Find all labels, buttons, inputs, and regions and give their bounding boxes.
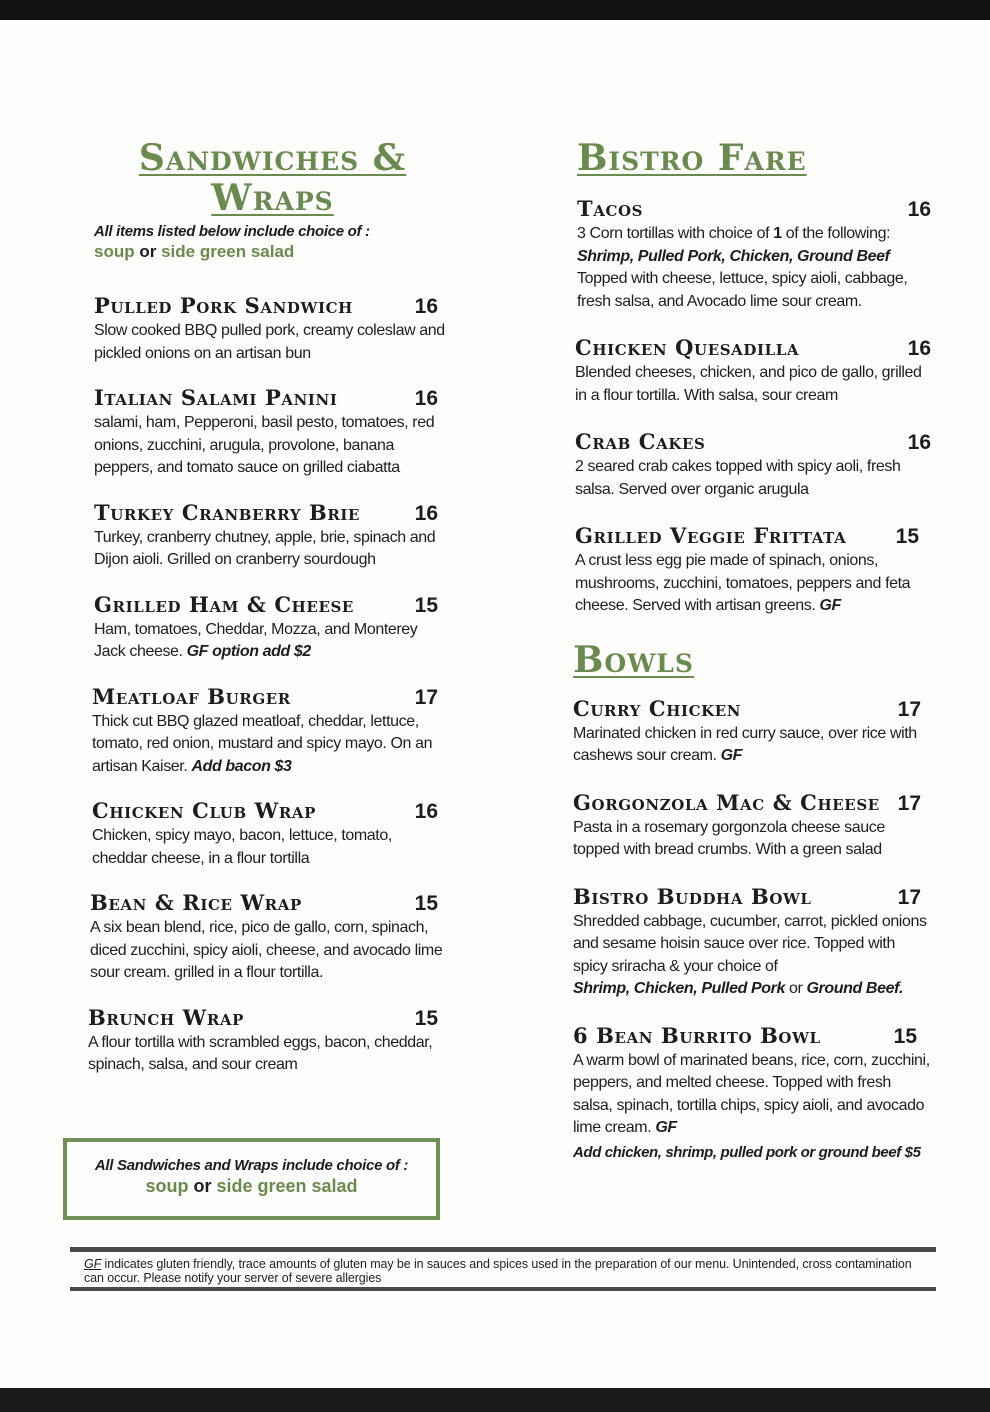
item-price: 17 — [897, 885, 921, 909]
menu-item — [88, 890, 448, 985]
footer-rule-bottom — [70, 1287, 936, 1291]
item-description: Turkey, cranberry chutney, apple, brie, spinach and Dijon aioli. Grilled on cranberry sourdough — [94, 528, 436, 568]
item-price: 16 — [414, 295, 438, 318]
item-price: 16 — [414, 501, 438, 525]
bistro-column — [571, 137, 931, 1164]
menu-item — [571, 1023, 931, 1165]
sandwiches-column — [88, 137, 448, 1077]
menu-item — [88, 500, 448, 572]
choice-note: All items listed below include choice of : — [94, 223, 370, 240]
menu-item — [571, 429, 931, 501]
item-name: Curry Chicken — [573, 695, 742, 721]
bottom-border — [0, 1388, 990, 1412]
menu-item — [571, 696, 931, 768]
item-description: A flour tortilla with scrambled eggs, bacon, cheddar, spinach, salsa, and sour cream — [88, 1033, 433, 1073]
choice-options: soup or side green salad — [94, 242, 295, 261]
item-name: Italian Salami Panini — [94, 385, 338, 410]
item-extra: Add bacon $3 — [191, 757, 292, 775]
item-price: 16 — [907, 198, 931, 221]
item-description: 3 Corn tortillas with choice of 1 of the following: Shrimp, Pulled Pork, Chicken, Ground Beef Topped with cheese, lettuce, spicy aioli, cabbage, fresh salsa, and Avocado lime sour cream. — [577, 225, 908, 310]
item-price: 16 — [907, 337, 931, 360]
choice-info-box — [63, 1138, 440, 1220]
item-name: Grilled Veggie Frittata — [575, 523, 847, 548]
item-extra: GF — [819, 597, 841, 614]
item-price: 15 — [893, 1024, 917, 1048]
menu-item — [571, 335, 931, 407]
sandwiches-title: Sandwiches & Wraps — [138, 137, 407, 219]
menu-item — [571, 196, 931, 313]
item-name: Meatloaf Burger — [92, 683, 291, 709]
bowls-title: Bowls — [573, 638, 694, 681]
menu-item — [571, 523, 931, 618]
menu-item — [88, 1005, 448, 1077]
item-name: Gorgonzola Mac & Cheese — [573, 789, 880, 815]
menu-item — [88, 798, 448, 870]
allergy-disclaimer: GF indicates gluten friendly, trace amounts of gluten may be in sauces and spices used in the preparation of our menu. Unintended, cross contamination can occur. Please notify your server of severe allergies — [84, 1257, 912, 1285]
item-price: 15 — [414, 593, 438, 617]
item-description: Ham, tomatoes, Cheddar, Mozza, and Monterey Jack cheese. GF option add $2 — [94, 620, 418, 660]
menu-item — [88, 385, 448, 480]
addon-note: Add chicken, shrimp, pulled pork or ground beef $5 — [573, 1143, 921, 1161]
item-price: 16 — [907, 431, 931, 454]
top-border — [0, 0, 990, 20]
menu-item — [571, 790, 931, 862]
item-description: Blended cheeses, chicken, and pico de gallo, grilled in a flour tortilla. With salsa, sour cream — [575, 364, 922, 404]
item-price: 17 — [414, 685, 438, 709]
item-description: Chicken, spicy mayo, bacon, lettuce, tomato, cheddar cheese, in a flour tortilla — [92, 827, 392, 867]
item-price: 15 — [895, 525, 919, 548]
item-description: Marinated chicken in red curry sauce, over rice with cashews sour cream. GF — [573, 724, 917, 764]
item-price: 15 — [414, 892, 438, 915]
item-price: 16 — [414, 387, 438, 410]
item-name: Grilled Ham & Cheese — [94, 591, 354, 617]
item-description: salami, ham, Pepperoni, basil pesto, tomatoes, red onions, zucchini, arugula, provolone, banana peppers, and tomato sauce on grilled ciabatta — [94, 414, 435, 476]
item-description: Slow cooked BBQ pulled pork, creamy coleslaw and pickled onions on an artisan bun — [94, 322, 445, 362]
menu-item — [571, 884, 931, 1001]
menu-item — [88, 684, 448, 779]
item-name: Crab Cakes — [575, 429, 706, 454]
item-name: 6 Bean Burrito Bowl — [573, 1022, 821, 1048]
item-description: A crust less egg pie made of spinach, onions, mushrooms, zucchini, tomatoes, peppers and feta cheese. Served with artisan greens. GF — [575, 552, 911, 614]
item-description: 2 seared crab cakes topped with spicy aoli, fresh salsa. Served over organic arugula — [575, 458, 901, 498]
box-note: All Sandwiches and Wraps include choice of : — [94, 1157, 409, 1174]
box-options: soup or side green salad — [145, 1176, 358, 1196]
item-description: A six bean blend, rice, pico de gallo, corn, spinach, diced zucchini, spicy aioli, cheese, and avocado lime sour cream. grilled in a flour tortilla. — [90, 919, 443, 981]
item-description: Pasta in a rosemary gorgonzola cheese sauce topped with bread crumbs. With a green salad — [573, 818, 885, 858]
item-name: Chicken Club Wrap — [92, 798, 317, 823]
bistro-title: Bistro Fare — [577, 137, 807, 179]
item-name: Bean & Rice Wrap — [90, 890, 302, 915]
item-name: Tacos — [577, 196, 644, 221]
item-name: Brunch Wrap — [88, 1004, 244, 1030]
item-description: A warm bowl of marinated beans, rice, corn, zucchini, peppers, and melted cheese. Topped with fresh salsa, spinach, tortilla chips, spicy aioli, and avocado lime cream. GF — [573, 1051, 930, 1136]
item-price: 17 — [897, 791, 921, 815]
item-description: Thick cut BBQ glazed meatloaf, cheddar, lettuce, tomato, red onion, mustard and spicy mayo. On an artisan Kaiser. Add bacon $3 — [92, 712, 433, 775]
menu-item — [88, 293, 448, 365]
item-extra: GF — [655, 1119, 677, 1136]
item-price: 17 — [897, 697, 921, 721]
item-name: Pulled Pork Sandwich — [94, 293, 353, 318]
item-name: Turkey Cranberry Brie — [94, 499, 361, 525]
item-name: Bistro Buddha Bowl — [573, 883, 812, 909]
menu-item — [88, 592, 448, 664]
item-name: Chicken Quesadilla — [575, 335, 800, 360]
item-extra: GF — [720, 747, 743, 764]
item-price: 16 — [414, 800, 438, 823]
item-description: Shredded cabbage, cucumber, carrot, pickled onions and sesame hoisin sauce over rice. Topped with spicy sriracha & your choice of Shrimp, Chicken, Pulled Pork or Ground Beef. — [573, 912, 927, 997]
item-extra: GF option add $2 — [186, 643, 311, 660]
item-price: 15 — [414, 1006, 438, 1030]
footer-rule-top — [70, 1247, 936, 1252]
